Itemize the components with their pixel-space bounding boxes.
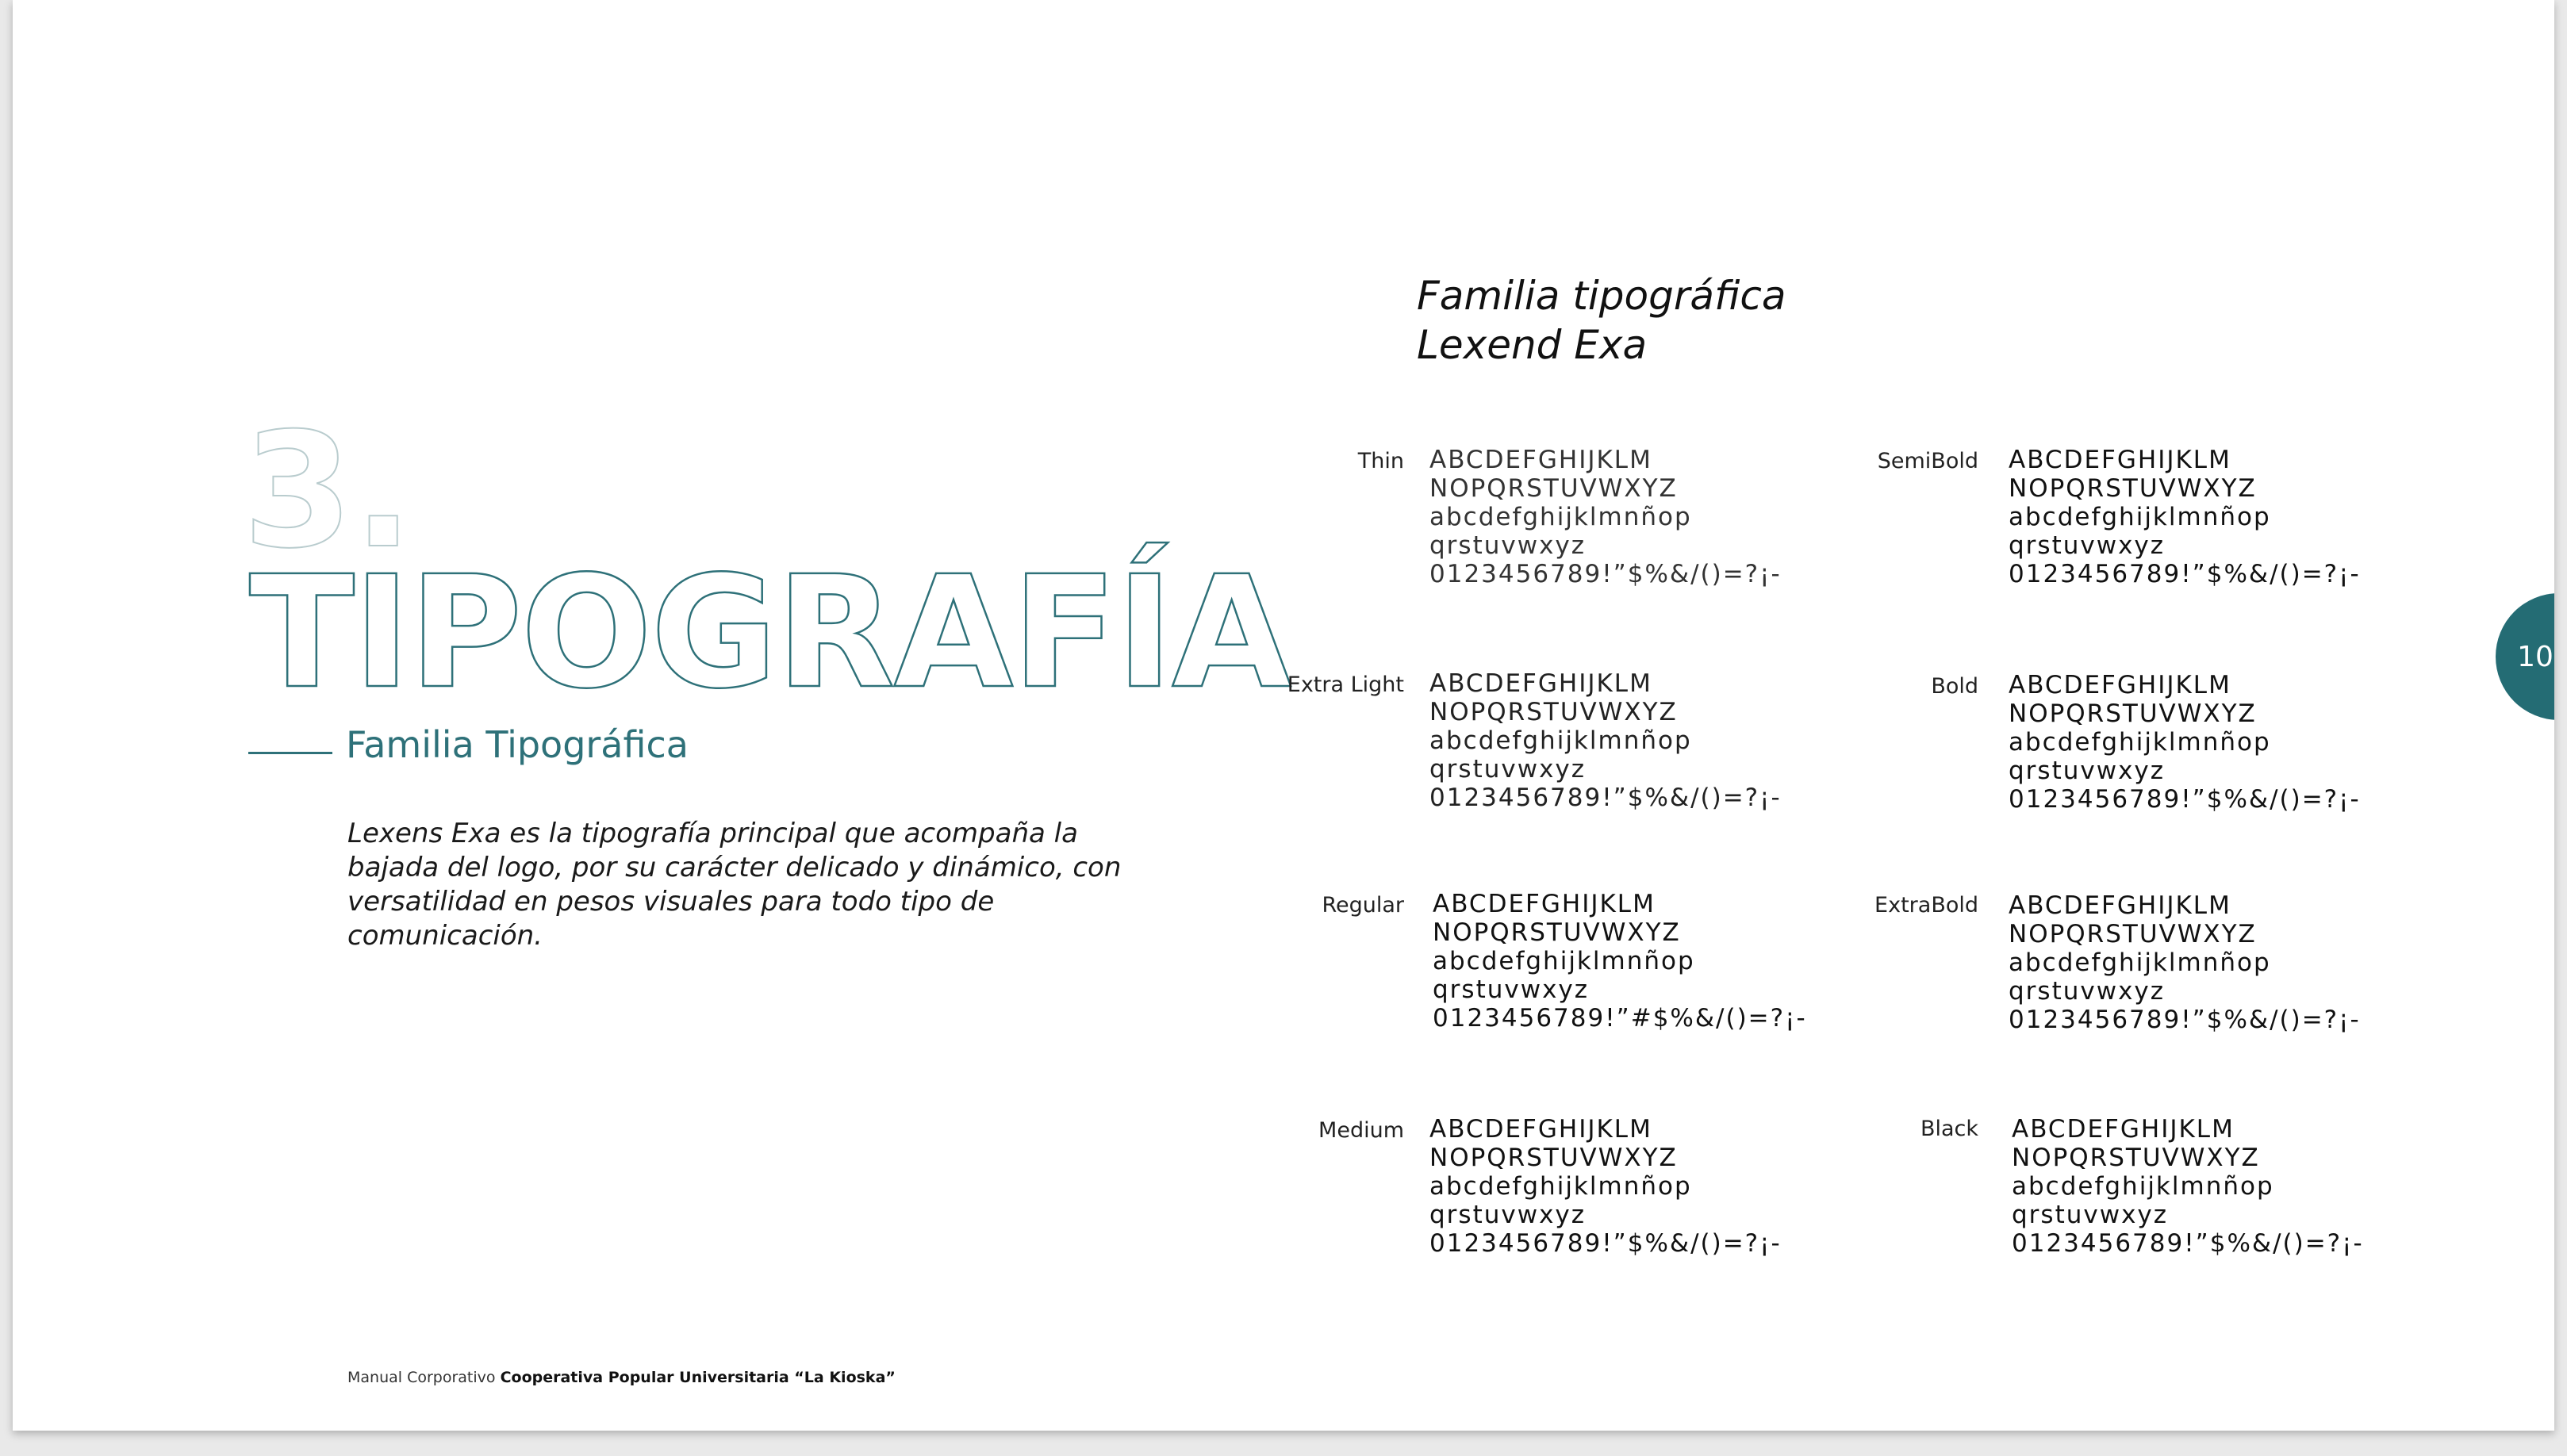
sample-line: abcdefghijklmnñop <box>2009 948 2271 977</box>
sample-line: NOPQRSTUVWXYZ <box>2009 474 2257 503</box>
sample-line: 0123456789!”#$%&/()=?¡- <box>1433 1004 1807 1033</box>
sample-line: ABCDEFGHIJKLM <box>1429 446 1652 474</box>
sample-line: 0123456789!”$%&/()=?¡- <box>2012 1229 2364 1258</box>
section-title: TIPOGRAFÍA <box>249 542 1291 722</box>
weight-label-semibold: SemiBold <box>1877 449 1978 473</box>
sample-line: qrstuvwxyz <box>2009 977 2166 1006</box>
sample-line: 0123456789!”$%&/()=?¡- <box>2009 785 2361 814</box>
weight-label-bold: Bold <box>1931 674 1978 699</box>
weight-sample-extra-light <box>1429 669 1782 812</box>
family-title-line2: Lexend Exa <box>1417 322 1648 368</box>
weight-label-regular: Regular <box>1322 893 1404 918</box>
sample-line: NOPQRSTUVWXYZ <box>2012 1144 2260 1172</box>
section-number: 3. <box>243 399 414 584</box>
family-title-line1: Familia tipográfica <box>1417 273 1786 319</box>
sample-line: abcdefghijklmnñop <box>1433 947 1695 975</box>
subtitle-rule <box>248 752 332 754</box>
weight-sample-bold <box>2009 671 2361 814</box>
sample-line: ABCDEFGHIJKLM <box>1429 669 1652 698</box>
section-subtitle: Familia Tipográfica <box>346 723 689 766</box>
weight-label-extra-light: Extra Light <box>1287 672 1404 697</box>
sample-line: qrstuvwxyz <box>2009 757 2166 785</box>
manual-page <box>13 0 2554 1431</box>
weight-label-medium: Medium <box>1318 1118 1404 1143</box>
sample-line: ABCDEFGHIJKLM <box>2012 1115 2235 1144</box>
weight-sample-semibold <box>2009 446 2361 588</box>
footer-prefix: Manual Corporativo <box>347 1369 496 1386</box>
sample-line: 0123456789!”$%&/()=?¡- <box>2009 560 2361 588</box>
sample-line: qrstuvwxyz <box>1429 755 1587 784</box>
sample-line: NOPQRSTUVWXYZ <box>2009 920 2257 948</box>
weight-sample-medium <box>1429 1115 1782 1258</box>
sample-line: NOPQRSTUVWXYZ <box>2009 699 2257 728</box>
sample-line: qrstuvwxyz <box>1429 1201 1587 1229</box>
sample-line: ABCDEFGHIJKLM <box>2009 671 2231 699</box>
sample-line: abcdefghijklmnñop <box>2009 503 2271 531</box>
sample-line: ABCDEFGHIJKLM <box>2009 446 2231 474</box>
weight-sample-extrabold <box>2009 891 2361 1034</box>
sample-line: ABCDEFGHIJKLM <box>1433 890 1656 918</box>
sample-line: 0123456789!”$%&/()=?¡- <box>1429 560 1782 588</box>
footer <box>347 1369 896 1386</box>
family-title <box>1417 271 1786 370</box>
sample-line: qrstuvwxyz <box>1433 975 1590 1004</box>
weight-sample-black <box>2012 1115 2364 1258</box>
weight-label-extrabold: ExtraBold <box>1874 893 1978 918</box>
sample-line: qrstuvwxyz <box>2009 531 2166 560</box>
sample-line: qrstuvwxyz <box>1429 531 1587 560</box>
sample-line: ABCDEFGHIJKLM <box>2009 891 2231 920</box>
sample-line: abcdefghijklmnñop <box>1429 503 1692 531</box>
sample-line: abcdefghijklmnñop <box>2009 728 2271 757</box>
weight-label-thin: Thin <box>1357 449 1404 473</box>
section-description: Lexens Exa es la tipografía principal que acompaña la bajada del logo, por su carácter delicado y dinámico, con versatilidad en pesos visuales para todo tipo de comunicación. <box>347 818 1122 952</box>
sample-line: NOPQRSTUVWXYZ <box>1429 474 1678 503</box>
sample-line: NOPQRSTUVWXYZ <box>1429 1144 1678 1172</box>
weight-label-black: Black <box>1920 1117 1978 1141</box>
sample-line: 0123456789!”$%&/()=?¡- <box>2009 1006 2361 1034</box>
footer-organization: Cooperativa Popular Universitaria “La Kioska” <box>500 1369 896 1386</box>
weight-sample-regular <box>1433 890 1807 1033</box>
sample-line: 0123456789!”$%&/()=?¡- <box>1429 1229 1782 1258</box>
sample-line: NOPQRSTUVWXYZ <box>1433 918 1681 947</box>
sample-line: abcdefghijklmnñop <box>1429 726 1692 755</box>
sample-line: 0123456789!”$%&/()=?¡- <box>1429 784 1782 812</box>
weight-sample-thin <box>1429 446 1782 588</box>
sample-line: abcdefghijklmnñop <box>2012 1172 2274 1201</box>
sample-line: ABCDEFGHIJKLM <box>1429 1115 1652 1144</box>
sample-line: abcdefghijklmnñop <box>1429 1172 1692 1201</box>
sample-line: qrstuvwxyz <box>2012 1201 2169 1229</box>
page-number: 10 <box>2517 641 2554 673</box>
sample-line: NOPQRSTUVWXYZ <box>1429 698 1678 726</box>
